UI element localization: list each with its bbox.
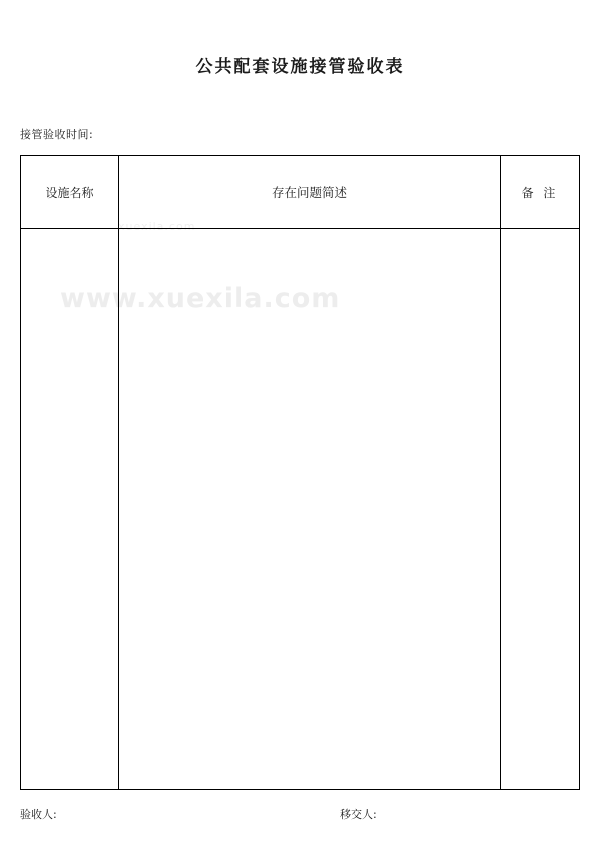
header-problem-description: 存在问题简述 [119, 156, 501, 228]
table-row [21, 229, 579, 789]
signature-row [20, 806, 580, 822]
watermark-text: www.xuexila.com [60, 283, 341, 314]
acceptance-table [20, 155, 580, 790]
cell-problem-description[interactable] [119, 229, 501, 789]
transferor-label: 移交人: [340, 808, 377, 821]
table-header-row [21, 156, 579, 229]
watermark-small-text: xuexila.com [118, 220, 196, 233]
cell-remarks[interactable] [501, 229, 579, 789]
header-remarks: 备 注 [521, 185, 559, 200]
header-facility-name: 设施名称 [21, 156, 119, 228]
acceptance-time-label: 接管验收时间: [20, 128, 94, 141]
page-title: 公共配套设施接管验收表 [195, 57, 405, 77]
acceptor-label: 验收人: [20, 808, 57, 821]
cell-facility-name[interactable] [21, 229, 119, 789]
